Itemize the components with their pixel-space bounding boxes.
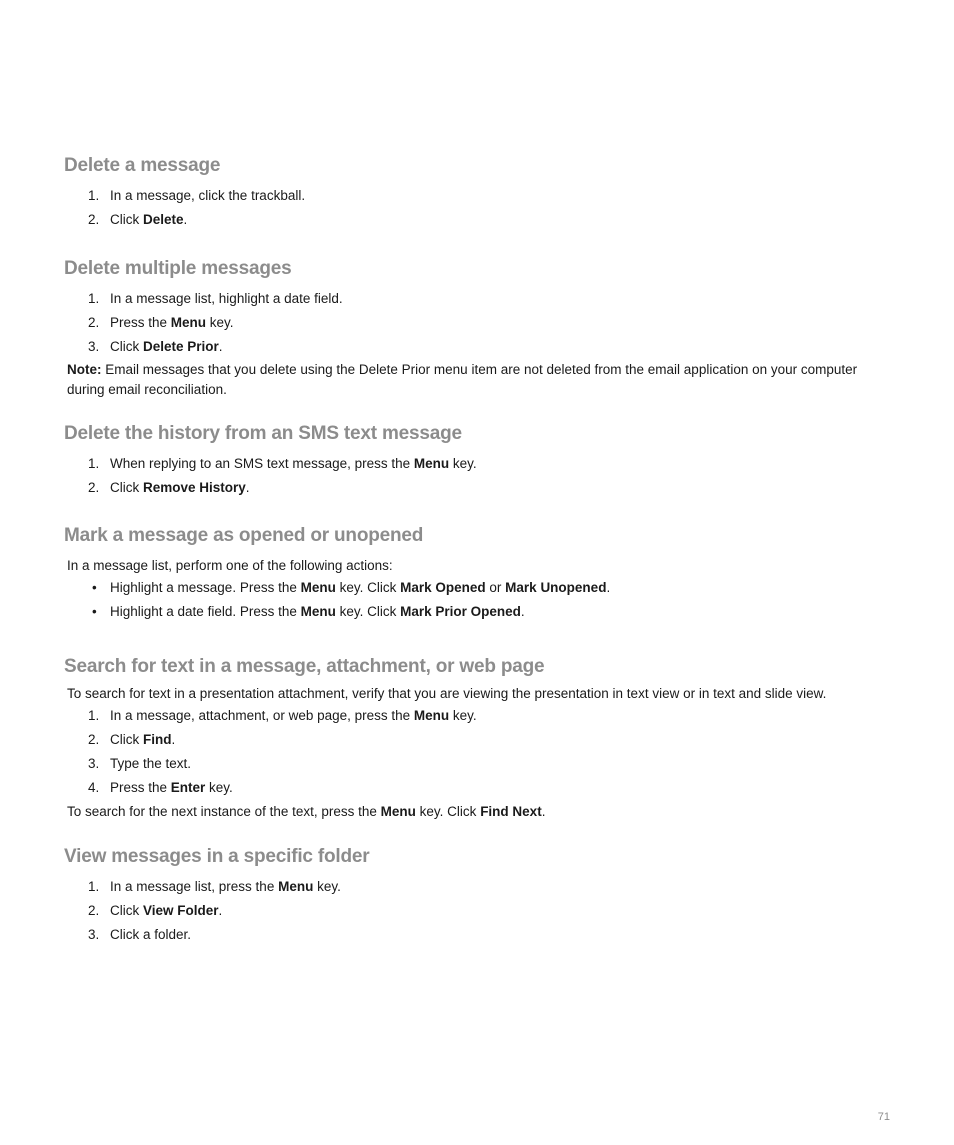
step-bold-text: Delete Prior: [143, 339, 219, 354]
note-text: Email messages that you delete using the Delete Prior menu item are not deleted from the email application on your computer during email reconciliation.: [67, 362, 858, 397]
step-bold-text: Enter: [170, 779, 206, 795]
step-number: 1.: [88, 188, 100, 203]
outro-text: To search for the next instance of the text, press the: [67, 803, 381, 819]
section-title: Delete multiple messages: [64, 258, 292, 279]
bullet-item: [64, 600, 894, 624]
steps-list: [64, 704, 894, 800]
step-text: When replying to an SMS text message, press the: [110, 456, 414, 471]
step-text: In a message list, press the: [110, 879, 279, 894]
step-item: [64, 287, 894, 311]
section-title: Mark a message as opened or unopened: [64, 525, 424, 546]
steps-list: [64, 287, 894, 359]
bullet-text: .: [606, 579, 611, 595]
intro-paragraph: To search for text in a presentation attachment, verify that you are viewing the presentation in text view or in text and slide view.: [67, 686, 827, 701]
step-text: .: [183, 212, 188, 227]
step-text: .: [245, 480, 250, 495]
page-number: 71: [877, 1111, 890, 1123]
section-title: View messages in a specific folder: [64, 846, 370, 867]
intro-paragraph: In a message list, perform one of the following actions:: [67, 558, 393, 573]
bullet-text: or: [485, 579, 506, 595]
section-view-folder: [64, 845, 894, 947]
step-number: 4.: [88, 779, 100, 795]
step-item: [64, 899, 894, 923]
step-text: In a message, attachment, or web page, press the: [110, 707, 414, 723]
step-text: Click: [110, 480, 143, 495]
bullet-text: .: [520, 603, 525, 619]
section-title: Delete the history from an SMS text message: [64, 423, 462, 444]
steps-list: [64, 875, 894, 947]
step-item: [64, 728, 894, 752]
outro-text: .: [541, 803, 546, 819]
bullet-item: [64, 576, 894, 600]
step-number: 3.: [88, 339, 100, 354]
step-item: [64, 452, 894, 476]
step-item: [64, 311, 894, 335]
outro-text: key. Click: [415, 803, 481, 819]
step-number: 2.: [88, 731, 100, 747]
outro-bold-text: Find Next: [480, 803, 542, 819]
outro-bold-text: Menu: [380, 803, 416, 819]
step-text: In a message list, highlight a date field.: [110, 291, 343, 306]
step-item: [64, 704, 894, 728]
step-text: key.: [206, 315, 234, 330]
outro-paragraph: [64, 802, 894, 822]
step-item: [64, 752, 894, 776]
bullet-text: Highlight a message. Press the: [110, 579, 301, 595]
step-text: key.: [449, 707, 477, 723]
section-title: Delete a message: [64, 155, 221, 176]
bullet-text: Highlight a date field. Press the: [110, 603, 301, 619]
step-item: [64, 335, 894, 359]
step-number: 2.: [88, 212, 100, 227]
step-item: [64, 184, 894, 208]
step-text: Click: [110, 903, 143, 918]
step-number: 1.: [88, 707, 100, 723]
step-number: 3.: [88, 927, 100, 942]
bullet-list: [64, 576, 894, 624]
step-number: 2.: [88, 315, 100, 330]
step-item: [64, 776, 894, 800]
step-text: key.: [313, 879, 341, 894]
step-text: Type the text.: [110, 755, 192, 771]
step-text: .: [171, 731, 176, 747]
step-item: [64, 476, 894, 500]
bullet-marker: •: [92, 603, 97, 619]
step-number: 1.: [88, 291, 100, 306]
bullet-text: key. Click: [335, 579, 401, 595]
section-mark-opened: [64, 524, 894, 624]
step-item: [64, 923, 894, 947]
step-text: Click: [110, 731, 143, 747]
section-delete-history: [64, 422, 894, 500]
section-delete-multiple: [64, 257, 894, 399]
step-text: Click: [110, 339, 143, 354]
step-item: [64, 208, 894, 232]
step-text: Press the: [110, 779, 171, 795]
step-bold-text: View Folder: [143, 903, 219, 918]
step-number: 1.: [88, 456, 100, 471]
bullet-bold-text: Mark Opened: [400, 579, 486, 595]
bullet-marker: •: [92, 579, 97, 595]
section-title: Search for text in a message, attachment, or web page: [64, 656, 545, 677]
steps-list: [64, 184, 894, 232]
note-paragraph: [64, 360, 894, 399]
step-number: 2.: [88, 903, 100, 918]
note-label: Note:: [67, 362, 102, 377]
step-text: Press the: [110, 315, 171, 330]
step-number: 3.: [88, 755, 100, 771]
step-bold-text: Menu: [413, 456, 450, 471]
step-number: 1.: [88, 879, 100, 894]
steps-list: [64, 452, 894, 500]
step-text: key.: [205, 779, 233, 795]
step-bold-text: Menu: [413, 707, 450, 723]
step-text: .: [218, 339, 223, 354]
bullet-bold-text: Mark Prior Opened: [400, 603, 521, 619]
bullet-bold-text: Menu: [300, 603, 336, 619]
step-item: [64, 875, 894, 899]
step-number: 2.: [88, 480, 100, 495]
step-bold-text: Menu: [278, 879, 314, 894]
step-text: Click: [110, 212, 143, 227]
step-text: key.: [449, 456, 477, 471]
step-text: .: [218, 903, 223, 918]
step-text: Click a folder.: [110, 927, 192, 942]
section-search-text: [64, 655, 894, 821]
step-bold-text: Find: [143, 731, 172, 747]
section-delete-message: [64, 154, 894, 232]
step-bold-text: Remove History: [143, 480, 246, 495]
bullet-text: key. Click: [335, 603, 401, 619]
step-bold-text: Menu: [170, 315, 207, 330]
bullet-bold-text: Mark Unopened: [505, 579, 607, 595]
step-text: In a message, click the trackball.: [110, 188, 306, 203]
bullet-bold-text: Menu: [300, 579, 336, 595]
step-bold-text: Delete: [143, 212, 184, 227]
